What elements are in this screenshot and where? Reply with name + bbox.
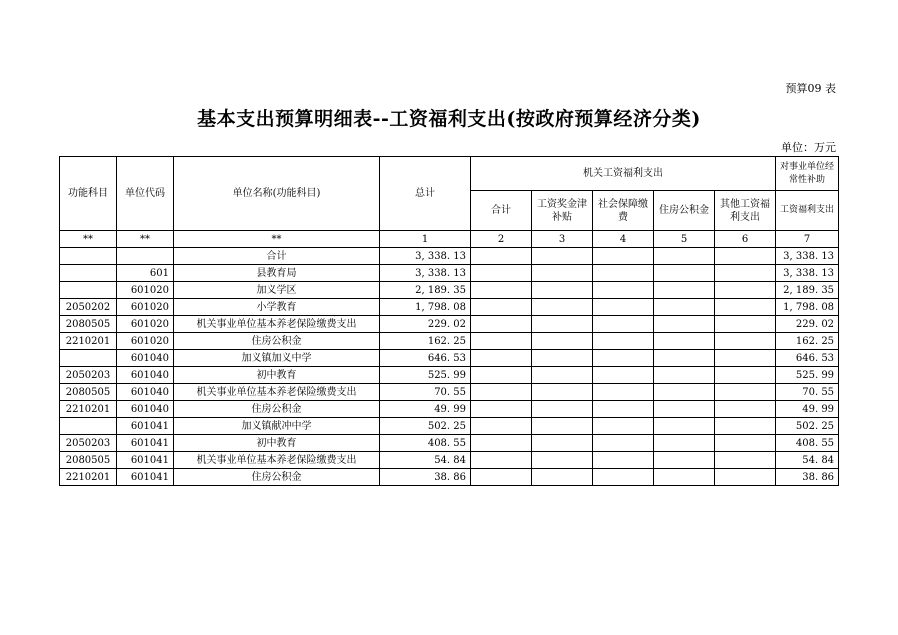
housing-fund-cell — [654, 401, 715, 418]
social-security-cell — [593, 435, 654, 452]
index-cell: 7 — [776, 231, 839, 248]
unit-name-cell: 初中教育 — [174, 367, 380, 384]
table-row — [60, 265, 839, 282]
total-cell: 3, 338. 13 — [380, 265, 471, 282]
func-code-cell: 2080505 — [60, 452, 117, 469]
unit-name-cell: 住房公积金 — [174, 469, 380, 486]
func-code-cell: 2210201 — [60, 333, 117, 350]
table-row — [60, 282, 839, 299]
header-other-wage: 其他工资福利支出 — [715, 191, 776, 231]
table-row — [60, 248, 839, 265]
other-wage-cell — [715, 435, 776, 452]
housing-fund-cell — [654, 282, 715, 299]
index-cell: ** — [60, 231, 117, 248]
index-cell: 6 — [715, 231, 776, 248]
unit-name-cell: 县教育局 — [174, 265, 380, 282]
header-unit-name: 单位名称(功能科目) — [174, 157, 380, 231]
func-code-cell: 2080505 — [60, 384, 117, 401]
func-code-cell: 2080505 — [60, 316, 117, 333]
unit-name-cell: 加义镇献冲中学 — [174, 418, 380, 435]
wage-welfare-cell: 1, 798. 08 — [776, 299, 839, 316]
total-cell: 38. 86 — [380, 469, 471, 486]
unit-name-cell: 住房公积金 — [174, 333, 380, 350]
other-wage-cell — [715, 469, 776, 486]
index-cell: 2 — [471, 231, 532, 248]
wage-welfare-cell: 2, 189. 35 — [776, 282, 839, 299]
unit-name-cell: 合计 — [174, 248, 380, 265]
unit-name-cell: 机关事业单位基本养老保险缴费支出 — [174, 384, 380, 401]
wage-welfare-cell: 646. 53 — [776, 350, 839, 367]
table-row — [60, 367, 839, 384]
wage-bonus-cell — [532, 452, 593, 469]
func-code-cell — [60, 265, 117, 282]
social-security-cell — [593, 452, 654, 469]
table-row — [60, 452, 839, 469]
wage-bonus-cell — [532, 418, 593, 435]
unit-name-cell: 加义学区 — [174, 282, 380, 299]
social-security-cell — [593, 384, 654, 401]
table-row — [60, 316, 839, 333]
wage-welfare-cell: 525. 99 — [776, 367, 839, 384]
func-code-cell: 2210201 — [60, 469, 117, 486]
wage-welfare-cell: 38. 86 — [776, 469, 839, 486]
header-wage-welfare: 工资福利支出 — [776, 191, 839, 231]
subtotal-cell — [471, 384, 532, 401]
social-security-cell — [593, 299, 654, 316]
wage-welfare-cell: 54. 84 — [776, 452, 839, 469]
wage-welfare-cell: 502. 25 — [776, 418, 839, 435]
social-security-cell — [593, 418, 654, 435]
social-security-cell — [593, 248, 654, 265]
other-wage-cell — [715, 350, 776, 367]
social-security-cell — [593, 469, 654, 486]
func-code-cell: 2050203 — [60, 435, 117, 452]
unit-name-cell: 初中教育 — [174, 435, 380, 452]
header-func-code: 功能科目 — [60, 157, 117, 231]
other-wage-cell — [715, 333, 776, 350]
subtotal-cell — [471, 418, 532, 435]
index-row — [60, 231, 839, 248]
subtotal-cell — [471, 333, 532, 350]
total-cell: 1, 798. 08 — [380, 299, 471, 316]
subtotal-cell — [471, 452, 532, 469]
func-code-cell — [60, 350, 117, 367]
total-cell: 70. 55 — [380, 384, 471, 401]
index-cell: ** — [174, 231, 380, 248]
social-security-cell — [593, 350, 654, 367]
unit-code-cell: 601041 — [117, 435, 174, 452]
table-row — [60, 418, 839, 435]
header-subtotal: 合计 — [471, 191, 532, 231]
table-row — [60, 350, 839, 367]
header-unit-code: 单位代码 — [117, 157, 174, 231]
header-agency-group: 机关工资福利支出 — [471, 157, 776, 191]
housing-fund-cell — [654, 316, 715, 333]
wage-welfare-cell: 162. 25 — [776, 333, 839, 350]
other-wage-cell — [715, 401, 776, 418]
wage-bonus-cell — [532, 333, 593, 350]
total-cell: 502. 25 — [380, 418, 471, 435]
unit-code-cell: 601020 — [117, 316, 174, 333]
social-security-cell — [593, 316, 654, 333]
wage-bonus-cell — [532, 469, 593, 486]
table-row — [60, 299, 839, 316]
subtotal-cell — [471, 265, 532, 282]
form-number: 预算09 表 — [785, 82, 836, 95]
func-code-cell: 2050203 — [60, 367, 117, 384]
housing-fund-cell — [654, 299, 715, 316]
total-cell: 229. 02 — [380, 316, 471, 333]
unit-code-cell: 601020 — [117, 333, 174, 350]
total-cell: 525. 99 — [380, 367, 471, 384]
wage-bonus-cell — [532, 316, 593, 333]
total-cell: 162. 25 — [380, 333, 471, 350]
subtotal-cell — [471, 299, 532, 316]
table-row — [60, 384, 839, 401]
subtotal-cell — [471, 282, 532, 299]
housing-fund-cell — [654, 435, 715, 452]
subtotal-cell — [471, 316, 532, 333]
header-total: 总计 — [380, 157, 471, 231]
header-row-1 — [60, 157, 839, 191]
unit-code-cell: 601040 — [117, 401, 174, 418]
table-row — [60, 401, 839, 418]
social-security-cell — [593, 401, 654, 418]
other-wage-cell — [715, 282, 776, 299]
index-cell: 5 — [654, 231, 715, 248]
housing-fund-cell — [654, 333, 715, 350]
subtotal-cell — [471, 469, 532, 486]
unit-label: 单位：万元 — [781, 141, 836, 154]
other-wage-cell — [715, 367, 776, 384]
unit-code-cell: 601041 — [117, 418, 174, 435]
wage-welfare-cell: 408. 55 — [776, 435, 839, 452]
wage-bonus-cell — [532, 435, 593, 452]
wage-bonus-cell — [532, 248, 593, 265]
unit-name-cell: 住房公积金 — [174, 401, 380, 418]
total-cell: 49. 99 — [380, 401, 471, 418]
housing-fund-cell — [654, 384, 715, 401]
subtotal-cell — [471, 435, 532, 452]
func-code-cell: 2210201 — [60, 401, 117, 418]
housing-fund-cell — [654, 469, 715, 486]
page-title: 基本支出预算明细表--工资福利支出(按政府预算经济分类) — [197, 108, 701, 130]
unit-code-cell: 601020 — [117, 299, 174, 316]
subtotal-cell — [471, 401, 532, 418]
total-cell: 646. 53 — [380, 350, 471, 367]
unit-code-cell — [117, 248, 174, 265]
wage-bonus-cell — [532, 384, 593, 401]
other-wage-cell — [715, 384, 776, 401]
func-code-cell: 2050202 — [60, 299, 117, 316]
wage-bonus-cell — [532, 265, 593, 282]
index-cell: 4 — [593, 231, 654, 248]
subtotal-cell — [471, 248, 532, 265]
unit-code-cell: 601020 — [117, 282, 174, 299]
unit-code-cell: 601040 — [117, 384, 174, 401]
table-row — [60, 333, 839, 350]
other-wage-cell — [715, 248, 776, 265]
unit-name-cell: 加义镇加义中学 — [174, 350, 380, 367]
wage-bonus-cell — [532, 367, 593, 384]
index-cell: 1 — [380, 231, 471, 248]
other-wage-cell — [715, 316, 776, 333]
unit-name-cell: 机关事业单位基本养老保险缴费支出 — [174, 316, 380, 333]
table-row — [60, 435, 839, 452]
wage-bonus-cell — [532, 401, 593, 418]
other-wage-cell — [715, 418, 776, 435]
total-cell: 408. 55 — [380, 435, 471, 452]
social-security-cell — [593, 282, 654, 299]
housing-fund-cell — [654, 248, 715, 265]
unit-code-cell: 601040 — [117, 350, 174, 367]
housing-fund-cell — [654, 418, 715, 435]
total-cell: 54. 84 — [380, 452, 471, 469]
social-security-cell — [593, 367, 654, 384]
wage-bonus-cell — [532, 282, 593, 299]
header-wage-bonus: 工资奖金津补贴 — [532, 191, 593, 231]
unit-name-cell: 机关事业单位基本养老保险缴费支出 — [174, 452, 380, 469]
other-wage-cell — [715, 265, 776, 282]
func-code-cell — [60, 418, 117, 435]
other-wage-cell — [715, 452, 776, 469]
wage-welfare-cell: 49. 99 — [776, 401, 839, 418]
housing-fund-cell — [654, 350, 715, 367]
index-cell: 3 — [532, 231, 593, 248]
wage-welfare-cell: 70. 55 — [776, 384, 839, 401]
social-security-cell — [593, 265, 654, 282]
subtotal-cell — [471, 350, 532, 367]
unit-code-cell: 601 — [117, 265, 174, 282]
housing-fund-cell — [654, 367, 715, 384]
total-cell: 3, 338. 13 — [380, 248, 471, 265]
unit-name-cell: 小学教育 — [174, 299, 380, 316]
total-cell: 2, 189. 35 — [380, 282, 471, 299]
wage-welfare-cell: 229. 02 — [776, 316, 839, 333]
wage-welfare-cell: 3, 338. 13 — [776, 248, 839, 265]
index-cell: ** — [117, 231, 174, 248]
housing-fund-cell — [654, 265, 715, 282]
header-subsidy-group: 对事业单位经常性补助 — [776, 157, 839, 191]
header-social-security: 社会保障缴费 — [593, 191, 654, 231]
unit-code-cell: 601040 — [117, 367, 174, 384]
other-wage-cell — [715, 299, 776, 316]
func-code-cell — [60, 248, 117, 265]
unit-code-cell: 601041 — [117, 469, 174, 486]
func-code-cell — [60, 282, 117, 299]
unit-code-cell: 601041 — [117, 452, 174, 469]
wage-bonus-cell — [532, 350, 593, 367]
budget-table — [59, 156, 839, 486]
header-housing-fund: 住房公积金 — [654, 191, 715, 231]
housing-fund-cell — [654, 452, 715, 469]
wage-welfare-cell: 3, 338. 13 — [776, 265, 839, 282]
subtotal-cell — [471, 367, 532, 384]
social-security-cell — [593, 333, 654, 350]
wage-bonus-cell — [532, 299, 593, 316]
table-row — [60, 469, 839, 486]
